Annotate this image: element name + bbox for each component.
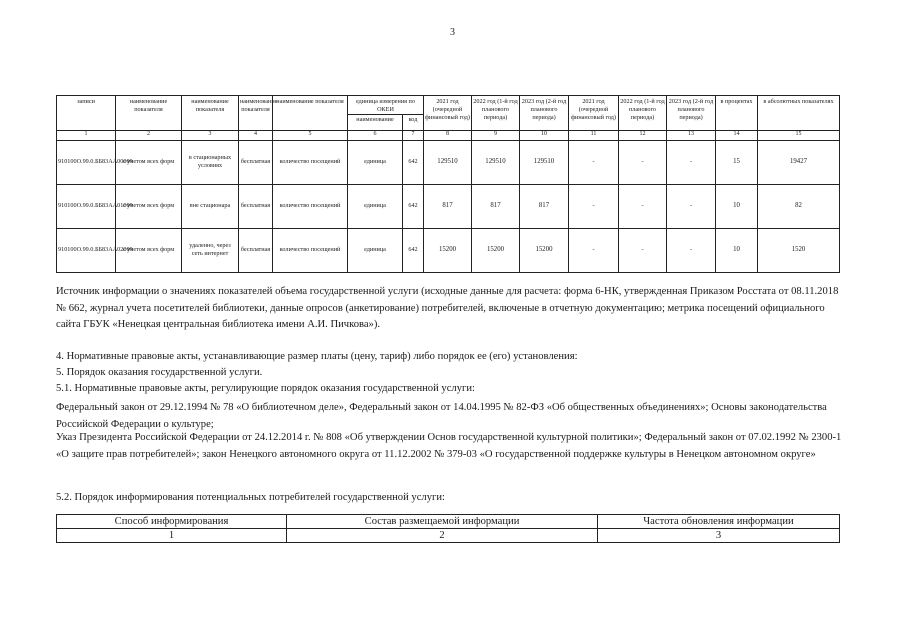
table-cell: 15 [716, 140, 758, 184]
table-cell: вне стационара [182, 184, 239, 228]
laws-paragraph-1: Федеральный закон от 29.12.1994 № 78 «О библиотечном деле», Федеральный закон от 14.04.1995 № 82-ФЗ «Об общественных объединениях»; Основы законодательства Российской Федерации о культуре; [56, 402, 827, 430]
table-cell: - [619, 228, 667, 272]
table-cell: 817 [472, 184, 520, 228]
column-number: 9 [472, 130, 520, 140]
header-cell: Способ информирования [57, 515, 287, 529]
table-cell: бесплатная [239, 140, 273, 184]
table-cell: бесплатная [239, 184, 273, 228]
column-number: 2 [116, 130, 182, 140]
table-cell: 129510 [520, 140, 569, 184]
section-4-heading: 4. Нормативные правовые акты, устанавливающие размер платы (цену, тариф) либо порядок ее (его) установления: [56, 351, 578, 362]
table-row [57, 140, 840, 184]
header-cell: 2023 год (2-й год планового периода) [667, 96, 716, 131]
table-cell: - [569, 184, 619, 228]
table-cell: - [667, 228, 716, 272]
table-cell: 642 [403, 184, 424, 228]
column-number: 6 [348, 130, 403, 140]
table-cell: 129510 [424, 140, 472, 184]
section-5-heading: 5. Порядок оказания государственной услуги. [56, 367, 263, 378]
table-cell: - [569, 140, 619, 184]
page-number: 3 [450, 27, 455, 38]
table-cell: 19427 [758, 140, 840, 184]
column-number: 3 [598, 529, 840, 543]
table-cell: 15200 [424, 228, 472, 272]
table-cell: - [619, 184, 667, 228]
registry-code: 910100О.99.0.ББ83АА00000 [57, 140, 116, 184]
table-cell: - [667, 184, 716, 228]
column-number: 8 [424, 130, 472, 140]
column-number: 13 [667, 130, 716, 140]
table-cell: - [667, 140, 716, 184]
header-cell: 2021 год (очередной финансовый год) [569, 96, 619, 131]
table-cell: 82 [758, 184, 840, 228]
table-cell: с учетом всех форм [116, 184, 182, 228]
table-row [57, 228, 840, 272]
table-cell: количество посещений [273, 184, 348, 228]
header-cell: наименование показателя [182, 96, 239, 131]
header-cell: в процентах [716, 96, 758, 131]
column-number-row [57, 130, 840, 140]
table-cell: в стационарных условиях [182, 140, 239, 184]
section-5-1-heading: 5.1. Нормативные правовые акты, регулирующие порядок оказания государственной услуги: [56, 383, 475, 394]
table-cell: 642 [403, 228, 424, 272]
header-cell: наименование показателя [273, 96, 348, 131]
column-number: 5 [273, 130, 348, 140]
information-table [56, 514, 840, 543]
registry-code: 910100О.99.0.ББ83АА02000 [57, 228, 116, 272]
table-cell: удаленно, через сеть интернет [182, 228, 239, 272]
table-cell: с учетом всех форм [116, 140, 182, 184]
table-cell: 129510 [472, 140, 520, 184]
header-cell: 2022 год (1-й год планового периода) [619, 96, 667, 131]
laws-paragraph-2: Указ Президента Российской Федерации от 24.12.2014 г. № 808 «Об утверждении Основ государственной культурной политики»; Федеральный закон от 07.02.1992 № 2300-1 «О защите прав потребителей»; закон Ненецкого автономного округа от 11.12.2002 № 379-03 «О государственной поддержке культуры в Ненецком автономном округе» [56, 432, 842, 460]
column-number: 7 [403, 130, 424, 140]
header-cell: 2021 год (очередной финансовый год) [424, 96, 472, 131]
registry-code: 910100О.99.0.ББ83АА01000 [57, 184, 116, 228]
column-number: 1 [57, 529, 287, 543]
table-cell: - [619, 140, 667, 184]
header-cell: записи [57, 96, 116, 131]
header-cell: 2022 год (1-й год планового периода) [472, 96, 520, 131]
header-cell: Состав размещаемой информации [287, 515, 598, 529]
table-cell: 10 [716, 184, 758, 228]
header-cell: 2023 год (2-й год планового периода) [520, 96, 569, 131]
table-cell: единица [348, 228, 403, 272]
table-cell: единица [348, 184, 403, 228]
column-number: 11 [569, 130, 619, 140]
header-cell: наименование [348, 114, 403, 130]
column-number: 10 [520, 130, 569, 140]
header-cell: единица измерения по ОКЕИ [348, 96, 424, 115]
column-number: 15 [758, 130, 840, 140]
table-cell: 15200 [520, 228, 569, 272]
column-number: 3 [182, 130, 239, 140]
table-cell: количество посещений [273, 228, 348, 272]
table-cell: бесплатная [239, 228, 273, 272]
table-row [57, 184, 840, 228]
table-cell: - [569, 228, 619, 272]
table-cell: с учетом всех форм [116, 228, 182, 272]
indicators-table [56, 95, 840, 273]
source-paragraph: Источник информации о значениях показателей объема государственной услуги (исходные данные для расчета: форма 6-НК, утвержденная Приказом Росстата от 08.11.2018 № 662, журнал учета посетителей библиотеки, данные опросов (анкетирование) потребителей, включеные в отчетную документацию; метрика посещений официального сайта ГБУК «Ненецкая центральная библиотека имени А.И. Пичкова»). [56, 286, 839, 330]
column-number: 14 [716, 130, 758, 140]
table-cell: 10 [716, 228, 758, 272]
section-5-2-heading: 5.2. Порядок информирования потенциальных потребителей государственной услуги: [56, 492, 445, 503]
header-cell: Частота обновления информации [598, 515, 840, 529]
table-cell: 817 [520, 184, 569, 228]
column-number: 2 [287, 529, 598, 543]
table-cell: 817 [424, 184, 472, 228]
table-cell: 15200 [472, 228, 520, 272]
table-cell: количество посещений [273, 140, 348, 184]
table-cell: единица [348, 140, 403, 184]
column-number: 12 [619, 130, 667, 140]
header-cell: в абсолютных показателях [758, 96, 840, 131]
header-cell: наименование показателя [116, 96, 182, 131]
column-number: 1 [57, 130, 116, 140]
column-number: 4 [239, 130, 273, 140]
table-cell: 642 [403, 140, 424, 184]
header-cell: код [403, 114, 424, 130]
table-cell: 1520 [758, 228, 840, 272]
header-cell: наименование показателя [239, 96, 273, 131]
